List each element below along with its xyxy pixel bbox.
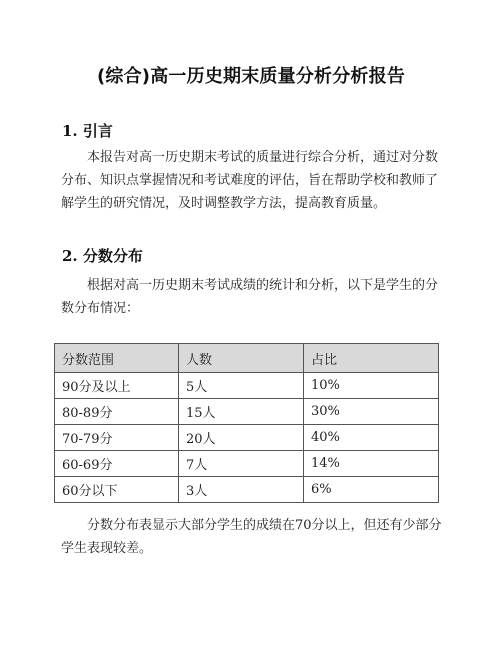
section-title: 分数分布 — [82, 247, 143, 265]
table-cell: 70-79分 — [55, 425, 179, 451]
section-heading-intro — [62, 120, 113, 141]
document-title: (综合)高一历史期末质量分析分析报告 — [96, 66, 406, 87]
table-cell: 30% — [304, 399, 439, 425]
table-header-cell: 人数 — [179, 344, 304, 373]
table-cell: 14% — [304, 451, 439, 477]
after-table-paragraph: 分数分布表显示大部分学生的成绩在70分以上，但还有少部分学生表现较差。 — [61, 518, 442, 556]
table-cell: 60分以下 — [55, 477, 179, 503]
table-cell: 3人 — [179, 477, 304, 503]
table-row — [55, 477, 439, 503]
table-cell: 5人 — [179, 373, 304, 399]
table-cell: 80-89分 — [55, 399, 179, 425]
table-header-cell: 分数范围 — [55, 344, 179, 373]
table-cell: 10% — [304, 373, 439, 399]
section-title: 引言 — [82, 122, 113, 140]
table-row — [55, 451, 439, 477]
section-number: 2. — [62, 247, 78, 265]
table-header-cell: 占比 — [304, 344, 439, 373]
score-distribution-paragraph: 根据对高一历史期末考试成绩的统计和分析，以下是学生的分数分布情况： — [61, 278, 439, 316]
table-cell: 40% — [304, 425, 439, 451]
score-distribution-table — [54, 343, 439, 503]
table-cell: 20人 — [179, 425, 304, 451]
table-row — [55, 373, 439, 399]
table-row — [55, 399, 439, 425]
table-row — [55, 425, 439, 451]
table-cell: 60-69分 — [55, 451, 179, 477]
section-number: 1. — [62, 122, 78, 140]
intro-paragraph: 本报告对高一历史期末考试的质量进行综合分析，通过对分数分布、知识点掌握情况和考试难度的评估，旨在帮助学校和教师了解学生的研究情况，及时调整教学方法，提高教育质量。 — [61, 150, 439, 211]
table-cell: 90分及以上 — [55, 373, 179, 399]
section-heading-score-distribution — [62, 245, 143, 266]
table-cell: 15人 — [179, 399, 304, 425]
table-header-row — [55, 344, 439, 373]
table-cell: 6% — [304, 477, 439, 503]
table-cell: 7人 — [179, 451, 304, 477]
